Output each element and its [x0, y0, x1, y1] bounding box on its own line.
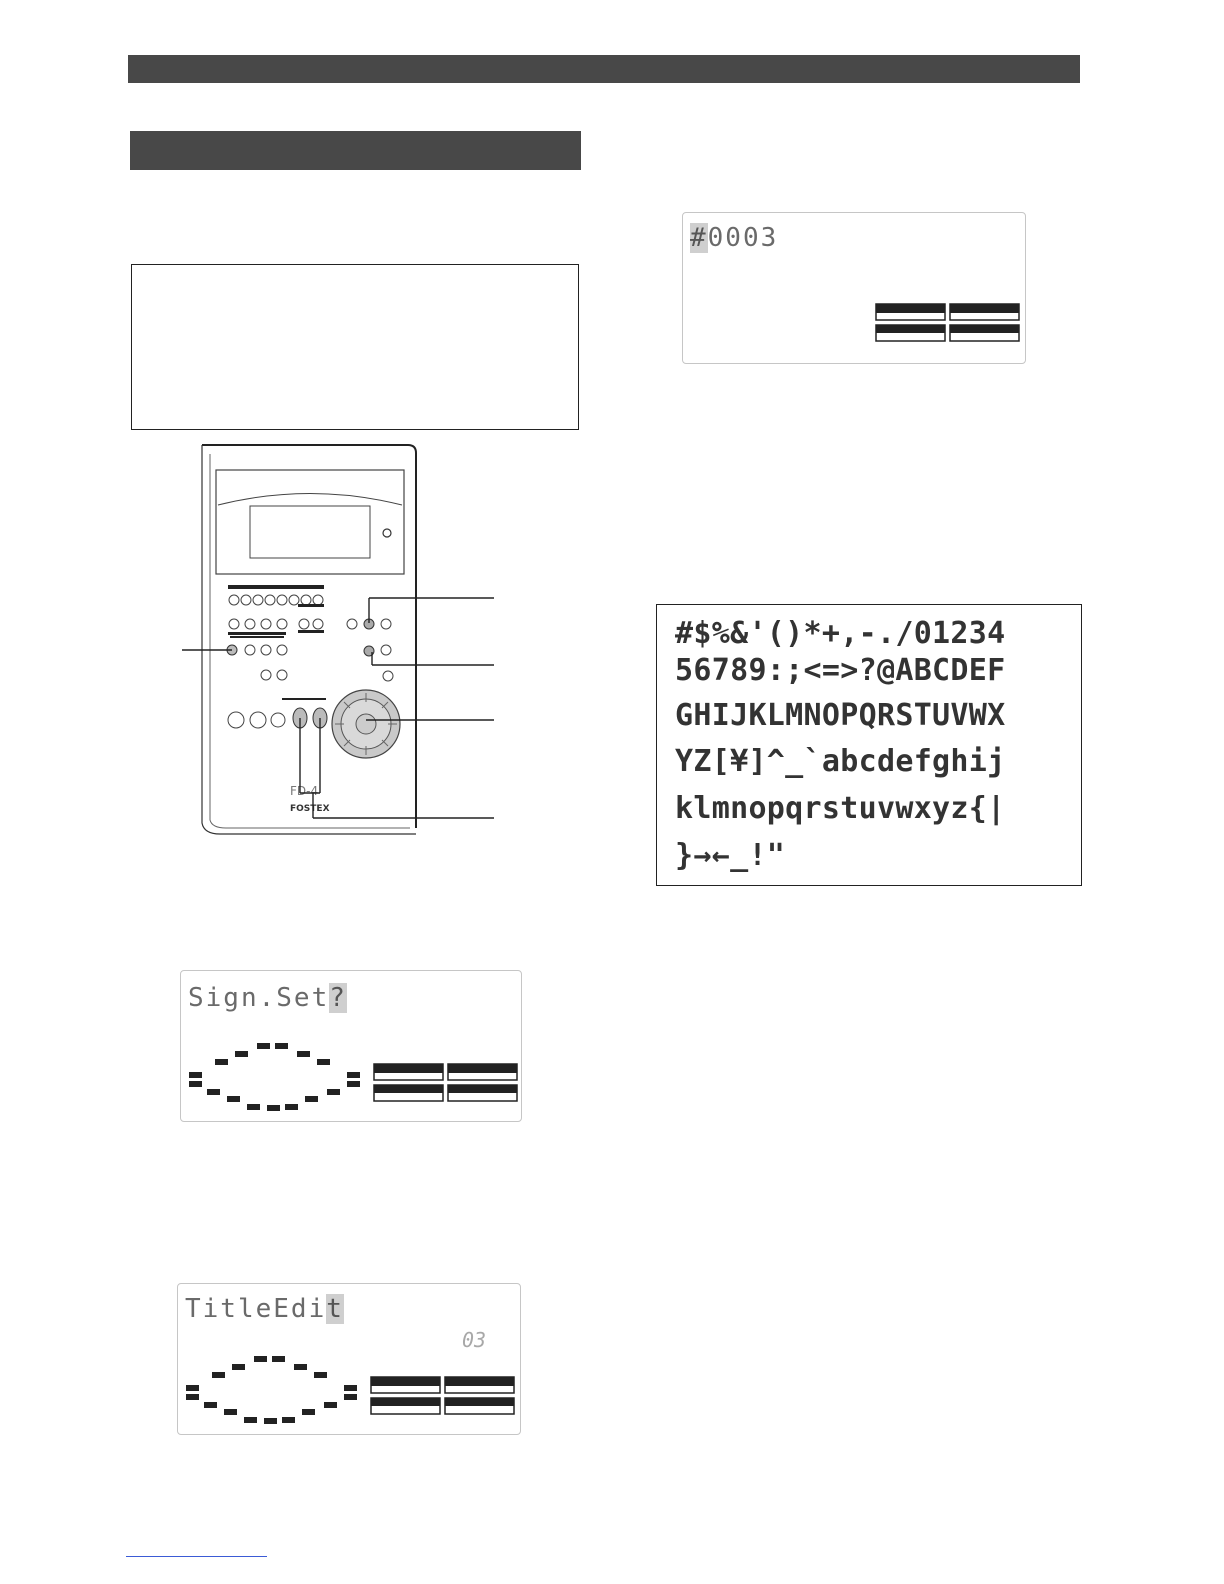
lcd-title-number: 03 [462, 1328, 487, 1352]
footer-link-underline[interactable] [126, 1556, 267, 1557]
lcd-level-meters [373, 1063, 519, 1105]
lcd-disk-indicator [187, 1041, 367, 1113]
charset-line: 56789:;<=>?@ABCDEF [675, 653, 1006, 688]
device-model-label: FD-4 [290, 784, 319, 798]
lcd-level-meters [370, 1376, 516, 1418]
lcd-text-line [185, 1294, 344, 1324]
lcd-display-title-edit [177, 1283, 521, 1435]
charset-line: }→←_!" [675, 838, 786, 873]
lcd-disk-indicator [184, 1354, 364, 1426]
charset-line: GHIJKLMNOPQRSTUVWX [675, 698, 1006, 733]
lcd-value: TitleEdi [185, 1294, 327, 1324]
lcd-value: 0003 [707, 223, 779, 253]
charset-line: YZ[¥]^_`abcdefghij [675, 744, 1006, 779]
lcd-cursor: # [690, 223, 708, 253]
charset-line: #$%&'()*+,-./01234 [675, 616, 1006, 651]
lcd-value: Sign.Set [188, 983, 330, 1013]
lcd-cursor: ? [329, 983, 347, 1013]
lcd-cursor: t [326, 1294, 344, 1324]
lcd-display-sign-set [180, 970, 522, 1122]
lcd-text-line [188, 983, 347, 1013]
charset-line: klmnopqrstuvwxyz{| [675, 791, 1006, 826]
device-brand-label: FOSTEX [290, 804, 330, 814]
